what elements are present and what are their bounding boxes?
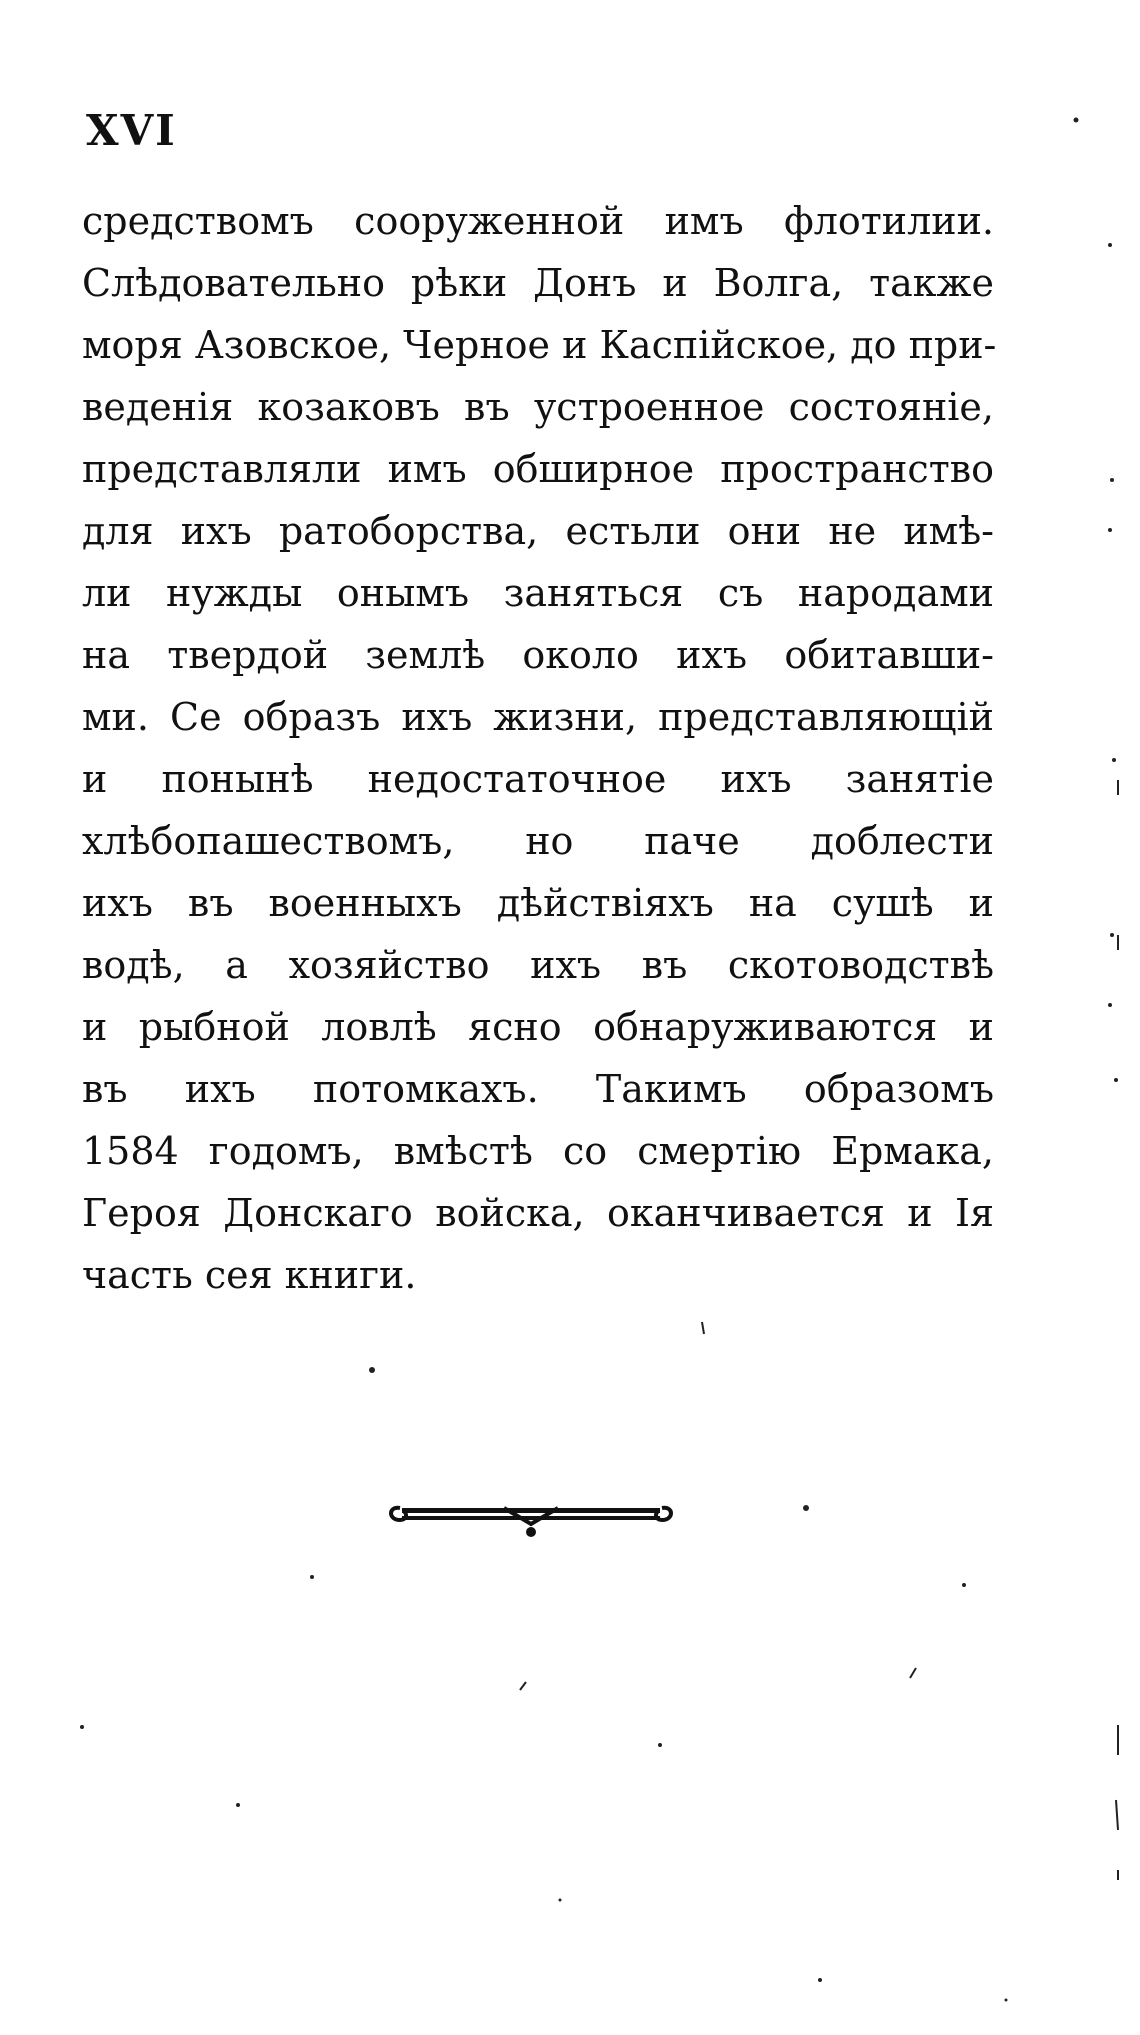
body-text <box>82 190 997 1306</box>
text-line: ли нужды онымъ заняться съ народами <box>82 571 994 615</box>
page-number: XVI <box>86 106 177 155</box>
text-line: водѣ, а хозяйство ихъ въ скотоводствѣ <box>82 943 994 987</box>
tailpiece-ornament-icon <box>386 1484 676 1544</box>
text-line: и понынѣ недостаточное ихъ занятіе <box>82 757 994 801</box>
text-line: 1584 годомъ, вмѣстѣ со смертію Ермака, <box>82 1129 994 1173</box>
text-line: и рыбной ловлѣ ясно обнаруживаются и <box>82 1005 994 1049</box>
text-line: средствомъ сооруженной имъ флотилии. <box>82 199 994 243</box>
text-line: ми. Се образъ ихъ жизни, представляющій <box>82 695 994 739</box>
text-line: на твердой землѣ около ихъ обитавши- <box>82 633 994 677</box>
text-line: ихъ въ военныхъ дѣйствіяхъ на сушѣ и <box>82 881 994 925</box>
text-line: представляли имъ обширное пространство <box>82 447 994 491</box>
text-line: веденія козаковъ въ устроенное состояніе, <box>82 385 994 429</box>
text-line: часть сея книги. <box>82 1253 417 1297</box>
text-line: въ ихъ потомкахъ. Такимъ образомъ <box>82 1067 994 1111</box>
text-line: моря Азовское, Черное и Каспійское, до при- <box>82 323 997 367</box>
text-line: Героя Донскаго войска, оканчивается и Iя <box>82 1191 994 1235</box>
text-line: Слѣдовательно рѣки Донъ и Волга, также <box>82 261 994 305</box>
text-line: хлѣбопашествомъ, но паче доблести <box>82 819 994 863</box>
text-line: для ихъ ратоборства, естьли они не имѣ- <box>82 509 994 553</box>
